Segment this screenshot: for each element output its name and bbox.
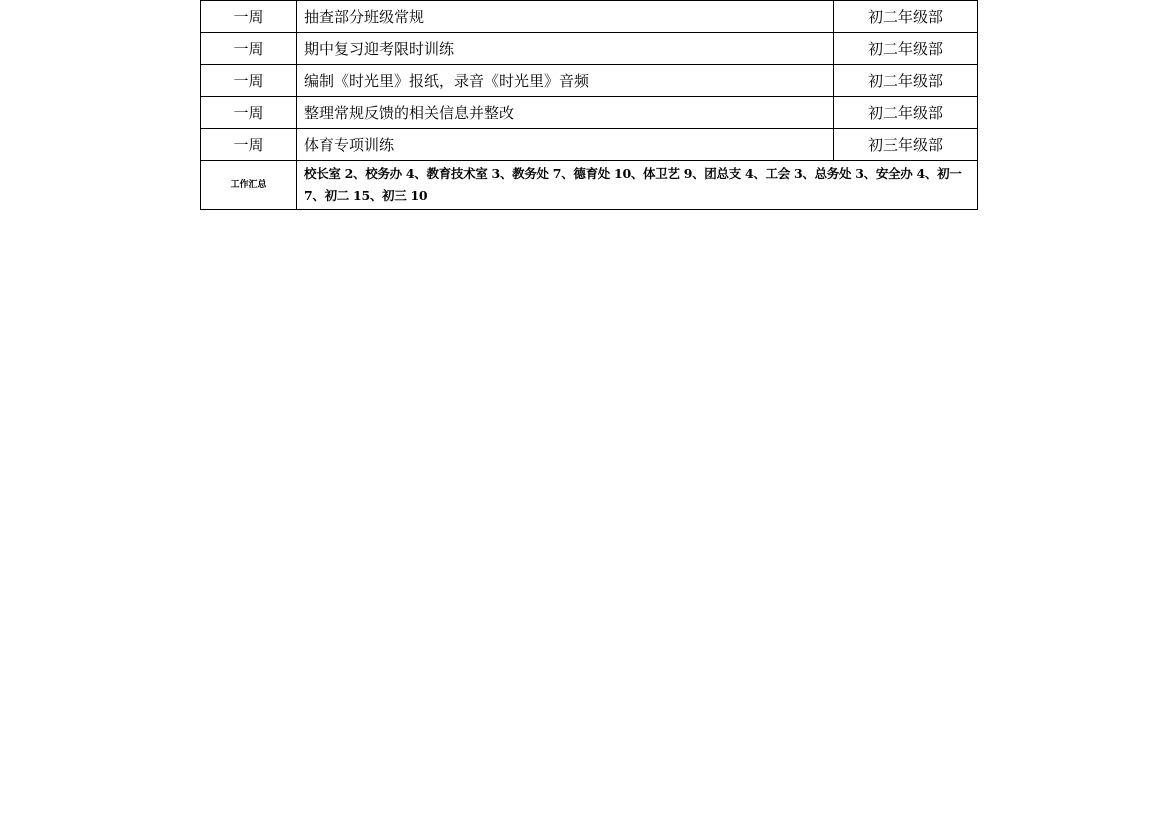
department-cell: 初二年级部 (834, 1, 978, 33)
table-row (201, 65, 978, 97)
time-cell: 一周 (201, 1, 297, 33)
content-cell: 抽查部分班级常规 (297, 1, 834, 33)
content-cell: 期中复习迎考限时训练 (297, 33, 834, 65)
time-cell: 一周 (201, 65, 297, 97)
summary-text: 校长室 2、校务办 4、教育技术室 3、教务处 7、德育处 10、体卫艺 9、团总支 4、工会 3、总务处 3、安全办 4、初一 7、初二 15、初三 10 (297, 161, 978, 210)
table-row (201, 33, 978, 65)
department-cell: 初二年级部 (834, 97, 978, 129)
time-cell: 一周 (201, 129, 297, 161)
content-cell: 编制《时光里》报纸，录音《时光里》音频 (297, 65, 834, 97)
table-row (201, 1, 978, 33)
time-cell: 一周 (201, 97, 297, 129)
table-row (201, 97, 978, 129)
time-cell: 一周 (201, 33, 297, 65)
work-schedule-table (200, 0, 978, 210)
content-cell: 体育专项训练 (297, 129, 834, 161)
summary-row (201, 161, 978, 210)
content-cell: 整理常规反馈的相关信息并整改 (297, 97, 834, 129)
department-cell: 初三年级部 (834, 129, 978, 161)
department-cell: 初二年级部 (834, 65, 978, 97)
department-cell: 初二年级部 (834, 33, 978, 65)
table-row (201, 129, 978, 161)
summary-label: 工作汇总 (201, 161, 297, 210)
